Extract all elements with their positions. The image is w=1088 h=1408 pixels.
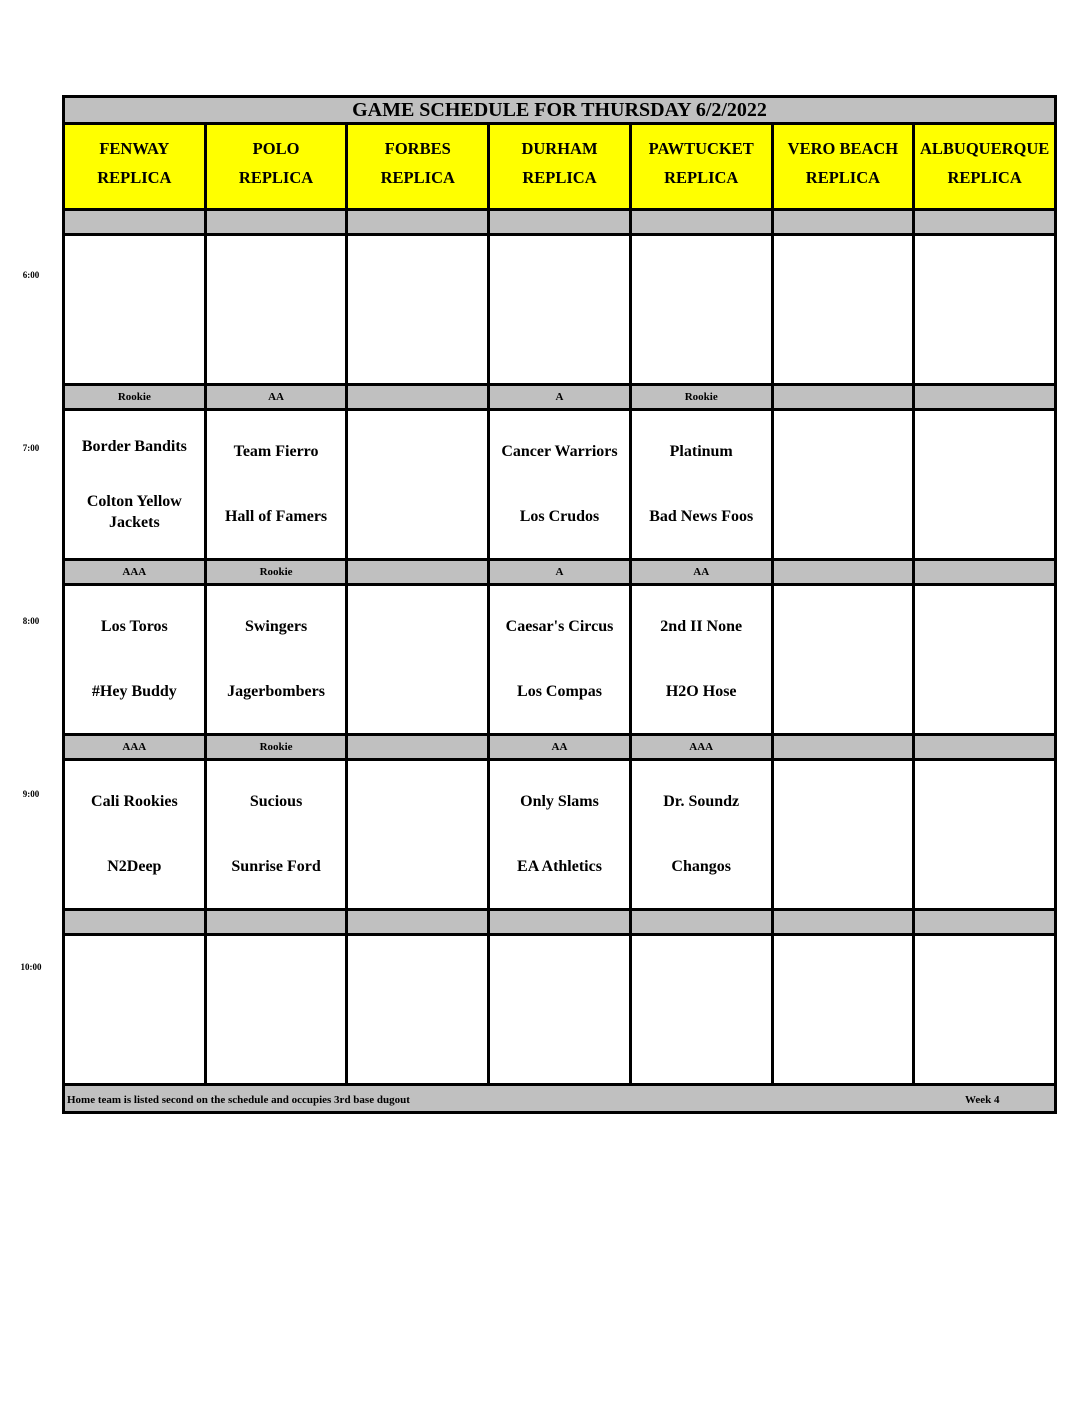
division-label: AA xyxy=(632,561,771,583)
division-label xyxy=(490,211,629,233)
field-type: REPLICA xyxy=(805,168,881,188)
division-label xyxy=(207,911,346,933)
division-label: AA xyxy=(490,736,629,758)
field-name: VERO BEACH xyxy=(787,138,899,158)
game-slot-row xyxy=(65,586,1054,733)
division-label xyxy=(348,386,487,408)
division-label xyxy=(915,211,1054,233)
division-label xyxy=(774,211,913,233)
game-cell xyxy=(632,761,771,908)
game-cell xyxy=(65,411,204,558)
game-cell xyxy=(915,936,1054,1083)
field-name: ALBUQUERQUE xyxy=(919,138,1050,158)
field-type: REPLICA xyxy=(97,168,172,188)
division-label: Rookie xyxy=(207,736,346,758)
game-cell xyxy=(915,411,1054,558)
game-slot-row xyxy=(65,411,1054,558)
time-label: 7:00 xyxy=(22,443,40,453)
game-cell xyxy=(915,586,1054,733)
field-header-cell xyxy=(65,125,204,207)
away-team: Cancer Warriors xyxy=(501,442,618,460)
division-label xyxy=(774,561,913,583)
division-label: AA xyxy=(207,386,346,408)
home-team: Colton Yellow Jackets xyxy=(86,492,182,531)
home-team: N2Deep xyxy=(107,858,162,876)
game-cell xyxy=(490,236,629,383)
time-label: 10:00 xyxy=(20,962,42,972)
division-label: A xyxy=(490,386,629,408)
field-header-cell xyxy=(632,125,771,207)
division-band xyxy=(65,211,1054,233)
game-cell xyxy=(65,586,204,733)
away-team: Team Fierro xyxy=(233,442,319,460)
game-cell xyxy=(348,236,487,383)
division-label xyxy=(774,386,913,408)
game-cell xyxy=(774,236,913,383)
division-label xyxy=(490,911,629,933)
home-team: EA Athletics xyxy=(517,858,602,876)
home-team: Sunrise Ford xyxy=(231,858,321,876)
game-cell xyxy=(774,936,913,1083)
division-label xyxy=(207,211,346,233)
game-cell xyxy=(632,936,771,1083)
division-label xyxy=(632,911,771,933)
division-label: AAA xyxy=(65,561,204,583)
away-team: Border Bandits xyxy=(81,437,187,455)
away-team: Los Toros xyxy=(100,617,168,635)
game-cell xyxy=(490,586,629,733)
game-cell xyxy=(65,236,204,383)
away-team: Caesar's Circus xyxy=(505,617,614,635)
game-cell xyxy=(632,586,771,733)
division-band xyxy=(65,736,1054,758)
field-header-cell xyxy=(774,125,913,207)
game-cell xyxy=(207,761,346,908)
home-team: Changos xyxy=(671,858,731,876)
week-label: Week 4 xyxy=(965,1093,1000,1106)
division-band xyxy=(65,911,1054,933)
home-team: Los Compas xyxy=(517,683,602,701)
division-label xyxy=(774,911,913,933)
schedule-footer xyxy=(65,1086,1054,1111)
field-type: REPLICA xyxy=(238,168,314,188)
field-name: PAWTUCKET xyxy=(648,138,754,158)
away-team: Sucious xyxy=(249,792,303,810)
game-cell xyxy=(915,236,1054,383)
field-type: REPLICA xyxy=(380,168,455,188)
game-cell xyxy=(65,761,204,908)
game-cell xyxy=(348,411,487,558)
home-team: #Hey Buddy xyxy=(91,683,177,701)
game-cell xyxy=(632,236,771,383)
away-team: Dr. Soundz xyxy=(663,792,740,810)
time-slots xyxy=(65,208,1054,1083)
game-cell xyxy=(774,586,913,733)
division-label xyxy=(348,561,487,583)
field-name: DURHAM xyxy=(521,138,598,158)
game-cell xyxy=(207,411,346,558)
game-cell xyxy=(490,411,629,558)
away-team: Cali Rookies xyxy=(91,792,178,810)
division-label xyxy=(348,736,487,758)
field-name: FENWAY xyxy=(99,138,170,158)
home-team: Los Crudos xyxy=(519,508,600,526)
game-cell xyxy=(65,936,204,1083)
division-label: Rookie xyxy=(632,386,771,408)
division-label xyxy=(632,211,771,233)
division-label: AAA xyxy=(65,736,204,758)
away-team: Swingers xyxy=(244,617,308,635)
game-cell xyxy=(207,936,346,1083)
field-type: REPLICA xyxy=(664,168,739,188)
field-header-cell xyxy=(490,125,629,207)
division-label xyxy=(915,561,1054,583)
time-label: 8:00 xyxy=(22,616,40,626)
home-team-note: Home team is listed second on the schedule and occupies 3rd base dugout xyxy=(67,1093,410,1106)
division-label: AAA xyxy=(632,736,771,758)
time-label: 6:00 xyxy=(22,270,40,280)
away-team: Platinum xyxy=(669,442,733,460)
game-cell xyxy=(207,586,346,733)
home-team: Hall of Famers xyxy=(224,508,328,526)
game-cell xyxy=(774,761,913,908)
field-header-cell xyxy=(207,125,346,207)
game-cell xyxy=(632,411,771,558)
game-cell xyxy=(348,936,487,1083)
division-label xyxy=(65,911,204,933)
division-label xyxy=(774,736,913,758)
game-slot-row xyxy=(65,936,1054,1083)
game-cell xyxy=(348,586,487,733)
field-header-cell xyxy=(915,125,1054,207)
home-team: Bad News Foos xyxy=(649,508,754,526)
away-team: 2nd II None xyxy=(660,617,743,635)
game-cell xyxy=(915,761,1054,908)
division-band xyxy=(65,386,1054,408)
division-label xyxy=(348,911,487,933)
schedule-table xyxy=(62,95,1057,1114)
away-team: Only Slams xyxy=(520,792,599,810)
division-label: Rookie xyxy=(65,386,204,408)
game-cell xyxy=(490,936,629,1083)
field-header-cell xyxy=(348,125,487,207)
game-cell xyxy=(774,411,913,558)
field-type: REPLICA xyxy=(947,168,1022,188)
game-slot-row xyxy=(65,761,1054,908)
game-slot-row xyxy=(65,236,1054,383)
game-cell xyxy=(348,761,487,908)
home-team: H2O Hose xyxy=(665,683,737,701)
field-header-row xyxy=(65,125,1054,207)
division-label xyxy=(915,911,1054,933)
division-label xyxy=(915,736,1054,758)
field-type: REPLICA xyxy=(522,168,597,188)
home-team: Jagerbombers xyxy=(227,683,325,701)
division-label: Rookie xyxy=(207,561,346,583)
division-band xyxy=(65,561,1054,583)
division-label xyxy=(915,386,1054,408)
division-label xyxy=(348,211,487,233)
game-cell xyxy=(207,236,346,383)
division-label: A xyxy=(490,561,629,583)
schedule-title: GAME SCHEDULE FOR THURSDAY 6/2/2022 xyxy=(65,98,1054,125)
field-name: POLO xyxy=(252,138,300,158)
field-name: FORBES xyxy=(384,138,451,158)
division-label xyxy=(65,211,204,233)
time-column xyxy=(0,0,62,1408)
game-cell xyxy=(490,761,629,908)
time-label: 9:00 xyxy=(22,789,40,799)
